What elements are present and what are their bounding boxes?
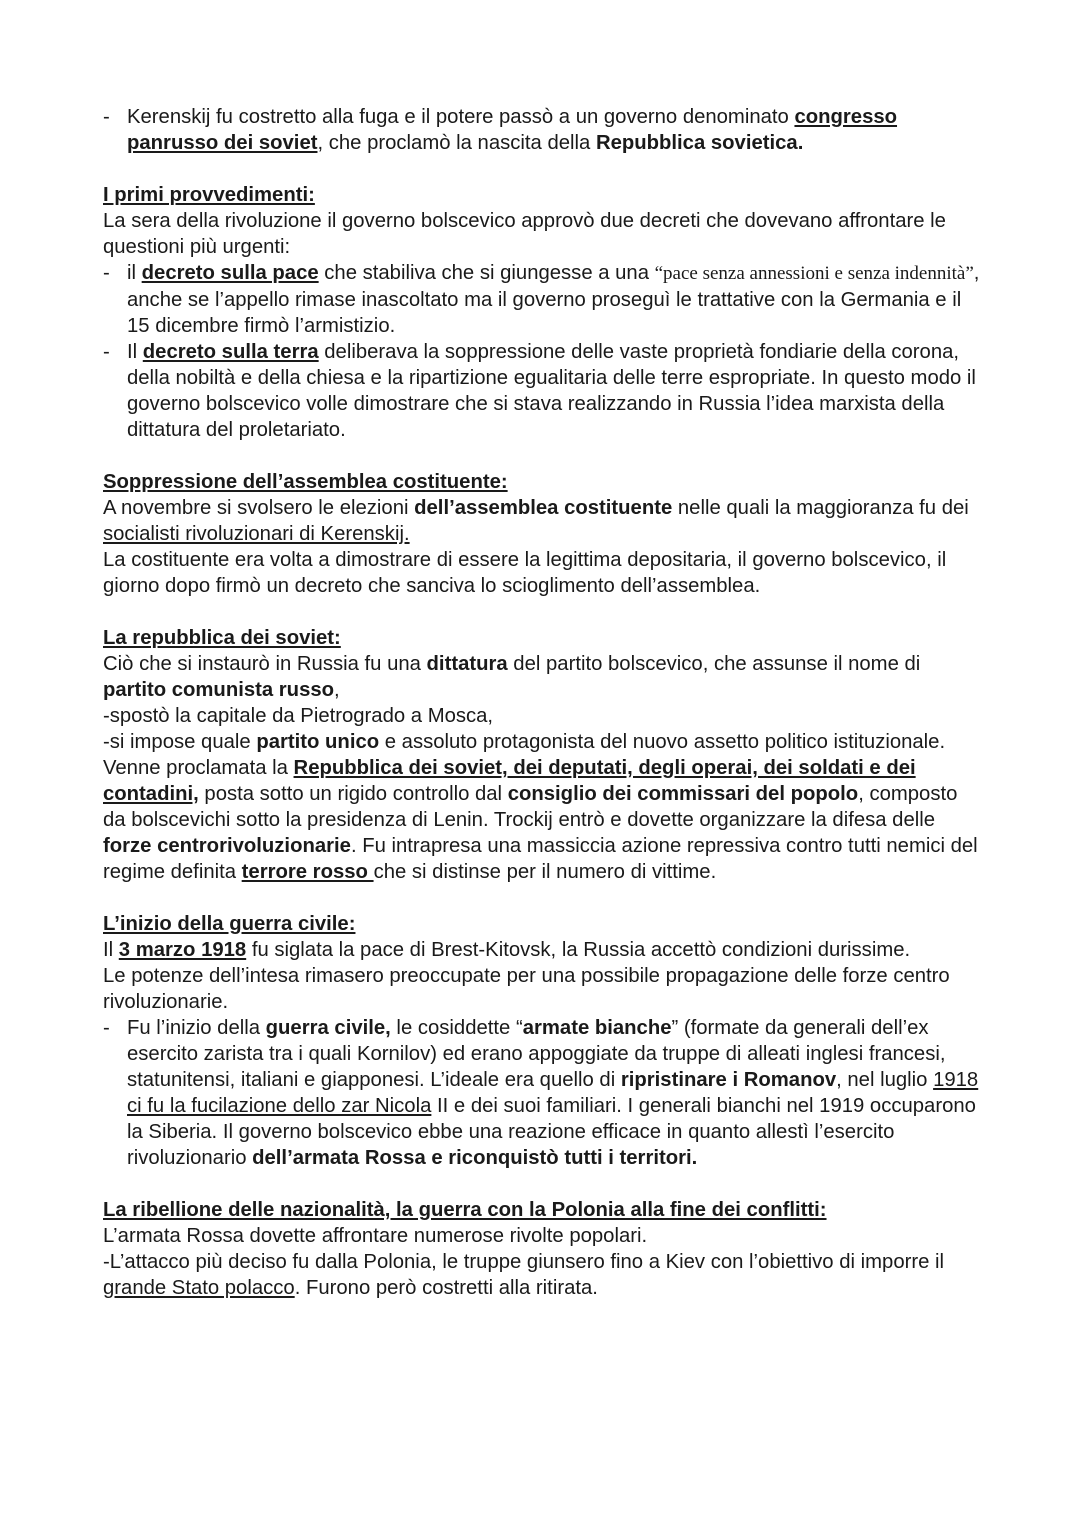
paragraph: La costituente era volta a dimostrare di essere la legittima depositaria, il governo bolscevico, il giorno dopo firmò un decreto che sanciva lo scioglimento dell’assemblea. [103,549,947,597]
emphasis-text: Repubblica dei soviet, dei deputati, degli operai, dei soldati e dei contadini, [103,757,916,805]
text-run: Ciò che si instaurò in Russia fu una [103,653,427,675]
underlined-text: socialisti rivoluzionari di Kerenskij. [103,523,410,545]
paragraph: -spostò la capitale da Pietrogrado a Mosca, [103,705,494,727]
bold-text: dell’armata Rossa e riconquistò tutti i territori. [252,1147,698,1169]
section-heading: L’inizio della guerra civile: [103,913,356,935]
text-run: del partito bolscevico, che assunse il nome di [507,653,921,675]
paragraph: L’armata Rossa dovette affrontare numerose rivolte popolari. [103,1225,648,1247]
text-run: nelle quali la maggioranza fu dei [672,497,969,519]
text-run: , composto da bolscevichi sotto la presidenza di Lenin. Trockij entrò e dovette organizzare la difesa delle [103,783,958,831]
bold-text: consiglio dei commissari del popolo [507,783,859,805]
bullet-dash: - [103,1017,110,1039]
bullet-item [103,1015,983,1171]
section-heading: I primi provvedimenti: [103,184,315,206]
text-run: II e dei suoi familiari. I generali bianchi nel 1919 occuparono la Siberia. Il governo bolscevico ebbe una reazione efficace in quanto allestì l’esercito rivoluzionario [127,1095,976,1169]
paragraph: Le potenze dell’intesa rimasero preoccupate per una possibile propagazione delle forze centro rivoluzionarie. [103,965,950,1013]
emphasis-text: terrore rosso [241,861,374,883]
paragraph [103,755,983,885]
paragraph [103,729,983,755]
text-run: il [127,262,142,284]
text-run: , [334,679,340,701]
text-run: . Furono però costretti alla ritirata. [294,1277,598,1299]
bold-text: dittatura [426,653,508,675]
bullet-item [103,260,983,339]
bullet-item [103,104,983,156]
bold-text: partito unico [256,731,380,753]
text-run: -L’attacco più deciso fu dalla Polonia, le truppe giunsero fino a Kiev con l’obiettivo di imporre il [103,1251,945,1273]
section-heading: La repubblica dei soviet: [103,627,341,649]
text-run: fu siglata la pace di Brest-Kitovsk, la Russia accettò condizioni durissime. [246,939,911,961]
text-run: ” (formate da generali dell’ex esercito zarista tra i quali Kornilov) ed erano appoggiate da truppe di alleati inglesi francesi, statunitensi, italiani e giapponesi. L’ideale era quello di [127,1017,946,1091]
text-run: , che proclamò la nascita della [317,132,596,154]
text-run: , nel luglio [836,1069,934,1091]
text-run: deliberava la soppressione delle vaste proprietà fondiarie della corona, della nobiltà e della chiesa e la ripartizione egualitaria delle terre espropriate. In questo modo il governo bolscevico volle dimostrare che si stava realizzando in Russia l’idea marxista della dittatura del proletariato. [127,341,976,441]
paragraph: La sera della rivoluzione il governo bolscevico approvò due decreti che dovevano affrontare le questioni più urgenti: [103,210,946,258]
emphasis-text: decreto sulla pace [141,262,319,284]
section-heading: Soppressione dell’assemblea costituente: [103,471,508,493]
quote-text: “pace senza annessioni e senza indennità” [654,263,974,284]
bullet-dash: - [103,106,110,128]
document-page [103,104,983,1301]
bold-text: dell’assemblea costituente [414,497,673,519]
text-run: A novembre si svolsero le elezioni [103,497,415,519]
bold-text: Repubblica sovietica. [595,132,804,154]
text-run: -si impose quale [103,731,257,753]
paragraph [103,937,983,963]
text-run: Venne proclamata la [103,757,294,779]
bullet-dash: - [103,341,110,363]
text-run: Il [103,939,119,961]
text-run: e assoluto protagonista del nuovo assetto politico istituzionale. [379,731,946,753]
bold-text: guerra civile, [265,1017,391,1039]
emphasis-text: decreto sulla terra [142,341,319,363]
text-run: Il [127,341,143,363]
bold-text: partito comunista russo [103,679,335,701]
bullet-dash: - [103,262,110,284]
text-run: . Fu intrapresa una massiccia azione repressiva contro tutti nemici del regime definita [103,835,978,883]
text-run: posta sotto un rigido controllo dal [198,783,508,805]
section-heading: La ribellione delle nazionalità, la guerra con la Polonia alla fine dei conflitti: [103,1199,827,1221]
underlined-text: 1918 ci fu la fucilazione dello zar Nicola [127,1069,979,1117]
text-run: che si distinse per il numero di vittime. [373,861,717,883]
text-run: , anche se l’appello rimase inascoltato ma il governo proseguì le trattative con la Germania e il 15 dicembre firmò l’armistizio. [127,262,980,337]
paragraph [103,1249,983,1301]
bold-text: ripristinare i Romanov [620,1069,837,1091]
emphasis-text: 3 marzo 1918 [118,939,247,961]
text-run: Fu l’inizio della [127,1017,266,1039]
paragraph [103,495,983,547]
underlined-text: grande Stato polacco [103,1277,295,1299]
paragraph [103,651,983,703]
bold-text: forze centrorivoluzionarie [103,835,351,857]
bullet-item [103,339,983,443]
emphasis-text: congresso panrusso dei soviet [127,106,898,154]
text-run: Kerenskij fu costretto alla fuga e il potere passò a un governo denominato [127,106,795,128]
text-run: le cosiddette “ [390,1017,523,1039]
bold-text: armate bianche [522,1017,672,1039]
text-run: che stabiliva che si giungesse a una [318,262,655,284]
